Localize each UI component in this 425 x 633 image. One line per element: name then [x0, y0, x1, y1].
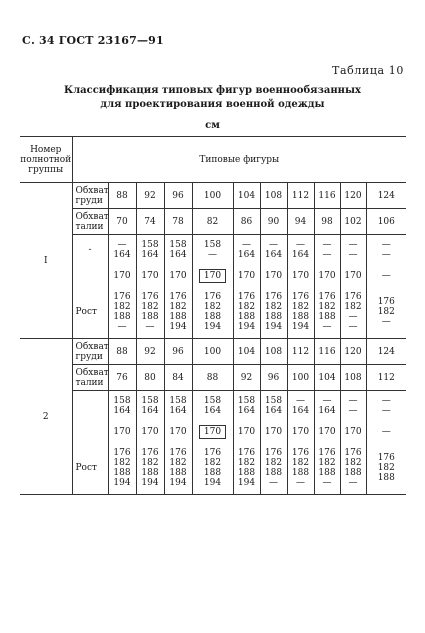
height-bottom-cell: [287, 443, 314, 495]
height-value: 188: [203, 312, 222, 323]
waist-value: 102: [340, 209, 366, 235]
height-value: 182: [344, 302, 362, 313]
height-value: 170: [113, 270, 131, 281]
height-value: —: [348, 405, 358, 416]
height-bottom-cell: [366, 287, 406, 339]
height-value: 188: [113, 468, 131, 479]
height-value: 164: [141, 249, 159, 260]
height-bottom-cell: [108, 443, 136, 495]
chest-value: 92: [136, 339, 164, 365]
height-top-cell: [260, 391, 287, 421]
table-number: Таблица 10: [332, 64, 404, 77]
waist-label: Обхват талии: [72, 209, 108, 235]
chest-value: 96: [164, 339, 192, 365]
height-top-cell: [108, 235, 136, 265]
height-value: 158: [169, 239, 187, 250]
group-number: I: [20, 183, 72, 339]
height-value: 176: [237, 292, 256, 303]
waist-value: 74: [136, 209, 164, 235]
height-mid-cell: [108, 421, 136, 443]
height-value: —: [322, 249, 332, 260]
height-value: 188: [264, 312, 283, 323]
height-value: —: [296, 395, 305, 406]
height-mid-cell: [287, 421, 314, 443]
chest-value: 104: [233, 339, 260, 365]
waist-value: 106: [366, 209, 406, 235]
boxed-height-value: 170: [199, 269, 226, 283]
dash-label: -: [88, 244, 92, 255]
height-value: 194: [113, 478, 131, 489]
height-top-cell: [340, 235, 366, 265]
table-body: [20, 137, 406, 495]
height-value: 170: [344, 426, 362, 437]
chest-value: 96: [164, 183, 192, 209]
height-top-cell: [366, 235, 406, 265]
height-value: 176: [169, 448, 187, 459]
height-value: 188: [344, 468, 362, 479]
height-value: 188: [264, 468, 283, 479]
height-mid-cell: [136, 421, 164, 443]
height-value: 170: [141, 270, 159, 281]
height-bottom-cell: [136, 287, 164, 339]
waist-row: [20, 365, 406, 391]
height-mid-cell: [366, 265, 406, 287]
height-mid-cell: [260, 265, 287, 287]
height-value: 170: [318, 426, 336, 437]
height-value: 170: [318, 270, 336, 281]
height-value: —: [348, 478, 358, 489]
height-mid-cell: [233, 421, 260, 443]
height-value: 182: [264, 302, 283, 313]
height-mid-row: [20, 265, 406, 287]
height-value: 176: [377, 453, 395, 464]
height-bottom-cell: [314, 287, 340, 339]
chest-value: 116: [314, 339, 340, 365]
height-value: 176: [113, 448, 131, 459]
height-bottom-cell: [192, 443, 233, 495]
height-bottom-cell: [233, 443, 260, 495]
height-value: 182: [237, 302, 256, 313]
height-value: 176: [344, 292, 362, 303]
height-value: 188: [169, 312, 187, 323]
height-value: 188: [318, 312, 336, 323]
height-value: 182: [318, 458, 336, 469]
height-value: 176: [291, 292, 310, 303]
height-bottom-cell: [340, 287, 366, 339]
height-value: 182: [291, 302, 310, 313]
chest-row: [20, 183, 406, 209]
height-value: 182: [113, 458, 131, 469]
height-value: —: [322, 395, 332, 406]
height-value: —: [348, 312, 358, 323]
height-top-cell: [314, 391, 340, 421]
height-value: 176: [264, 448, 283, 459]
waist-value: 70: [108, 209, 136, 235]
chest-value: 124: [366, 339, 406, 365]
height-bottom-cell: [366, 443, 406, 495]
height-value: —: [296, 478, 305, 489]
height-value: —: [348, 322, 358, 333]
chest-value: 112: [287, 339, 314, 365]
height-mid-row: [20, 421, 406, 443]
height-value: 170: [264, 270, 283, 281]
height-mid-cell: [314, 421, 340, 443]
height-bottom-cell: [260, 443, 287, 495]
height-top-cell: [314, 235, 340, 265]
height-value: 182: [264, 458, 283, 469]
waist-row: [20, 209, 406, 235]
group-number: 2: [20, 339, 72, 495]
height-value: 158: [113, 395, 131, 406]
height-value: —: [269, 239, 278, 250]
height-value: 164: [203, 405, 222, 416]
height-value: 182: [291, 458, 310, 469]
height-bottom-cell: [314, 443, 340, 495]
boxed-height-value: 170: [199, 425, 226, 439]
height-mid-cell: [314, 265, 340, 287]
title-line-2: для проектирования военной одежды: [100, 99, 325, 110]
height-value: —: [381, 239, 391, 250]
height-value: 182: [377, 307, 395, 318]
height-top-cell: [192, 391, 233, 421]
height-bottom-cell: [164, 443, 192, 495]
height-top-cell: [136, 235, 164, 265]
height-value: —: [322, 478, 332, 489]
height-mid-cell: [340, 265, 366, 287]
height-mid-cell: [192, 265, 233, 287]
height-value: 182: [237, 458, 256, 469]
waist-value: 98: [314, 209, 340, 235]
height-value: 182: [203, 302, 222, 313]
height-value: —: [208, 249, 217, 260]
height-value: 164: [169, 405, 187, 416]
height-mid-cell: [108, 265, 136, 287]
height-bottom-cell: [233, 287, 260, 339]
height-value: —: [242, 239, 251, 250]
waist-value: 100: [287, 365, 314, 391]
height-bottom-cell: [164, 287, 192, 339]
height-value: 194: [203, 478, 222, 489]
height-mid-cell: [192, 421, 233, 443]
height-value: 164: [237, 405, 256, 416]
height-value: —: [348, 239, 358, 250]
height-value: 164: [291, 249, 310, 260]
chest-value: 112: [287, 183, 314, 209]
height-value: 182: [318, 302, 336, 313]
waist-value: 78: [164, 209, 192, 235]
chest-value: 92: [136, 183, 164, 209]
chest-value: 100: [192, 339, 233, 365]
height-value: 182: [113, 302, 131, 313]
height-value: 170: [237, 426, 256, 437]
height-value: —: [348, 395, 358, 406]
chest-value: 116: [314, 183, 340, 209]
height-value: 188: [291, 468, 310, 479]
height-mid-cell: [340, 421, 366, 443]
height-top-cell: [340, 391, 366, 421]
chest-value: 108: [260, 339, 287, 365]
height-value: —: [269, 478, 278, 489]
height-value: 170: [237, 270, 256, 281]
height-value: 170: [264, 426, 283, 437]
height-value: 182: [141, 302, 159, 313]
height-value: 176: [264, 292, 283, 303]
height-value: 176: [169, 292, 187, 303]
height-bottom-cell: [340, 443, 366, 495]
height-value: 182: [377, 463, 395, 474]
height-mid-label-cell: [72, 265, 108, 287]
height-bottom-cell: [192, 287, 233, 339]
height-value: —: [348, 249, 358, 260]
height-mid-cell: [164, 265, 192, 287]
height-value: 164: [113, 405, 131, 416]
chest-value: 104: [233, 183, 260, 209]
height-value: —: [322, 239, 332, 250]
height-top-cell: [192, 235, 233, 265]
height-value: 170: [113, 426, 131, 437]
chest-value: 120: [340, 183, 366, 209]
height-value: 170: [141, 426, 159, 437]
height-value: 170: [169, 426, 187, 437]
height-value: 176: [113, 292, 131, 303]
height-top-cell: [233, 235, 260, 265]
height-value: 194: [141, 478, 159, 489]
height-top-cell: [287, 391, 314, 421]
height-mid-cell: [164, 421, 192, 443]
height-value: 170: [169, 270, 187, 281]
height-value: —: [381, 426, 391, 437]
height-value: 158: [141, 395, 159, 406]
height-top-label-cell: [72, 391, 108, 421]
height-value: 158: [203, 239, 222, 250]
height-top-cell: [108, 391, 136, 421]
height-mid-cell: [287, 265, 314, 287]
height-value: 158: [264, 395, 283, 406]
height-value: —: [381, 395, 391, 406]
height-value: 176: [203, 292, 222, 303]
height-top-cell: [136, 391, 164, 421]
height-bottom-cell: [136, 443, 164, 495]
height-mid-cell: [366, 421, 406, 443]
height-value: 158: [141, 239, 159, 250]
height-value: —: [117, 239, 127, 250]
height-value: 158: [237, 395, 256, 406]
chest-value: 88: [108, 339, 136, 365]
height-top-cell: [287, 235, 314, 265]
height-value: 158: [169, 395, 187, 406]
height-value: 170: [344, 270, 362, 281]
height-label: Рост: [72, 287, 108, 339]
height-value: 182: [141, 458, 159, 469]
height-value: 176: [377, 297, 395, 308]
chest-value: 88: [108, 183, 136, 209]
height-bottom-cell: [108, 287, 136, 339]
height-value: 176: [318, 292, 336, 303]
group-number-header: Номер полнотной группы: [20, 137, 72, 183]
waist-value: 92: [233, 365, 260, 391]
waist-value: 94: [287, 209, 314, 235]
typical-figures-header: Типовые фигуры: [72, 137, 406, 183]
waist-value: 96: [260, 365, 287, 391]
height-bottom-cell: [287, 287, 314, 339]
height-value: 164: [169, 249, 187, 260]
height-value: 182: [344, 458, 362, 469]
height-value: 188: [203, 468, 222, 479]
height-value: 176: [141, 448, 159, 459]
height-value: 164: [291, 405, 310, 416]
chest-value: 108: [260, 183, 287, 209]
height-value: 194: [169, 322, 187, 333]
height-top-cell: [233, 391, 260, 421]
waist-value: 76: [108, 365, 136, 391]
chest-value: 120: [340, 339, 366, 365]
chest-label: Обхват груди: [72, 339, 108, 365]
height-value: 188: [237, 312, 256, 323]
chest-value: 100: [192, 183, 233, 209]
height-value: 188: [377, 473, 395, 484]
height-value: 170: [291, 426, 310, 437]
figures-table: [20, 136, 406, 495]
height-value: 188: [169, 468, 187, 479]
height-mid-cell: [136, 265, 164, 287]
height-value: 188: [113, 312, 131, 323]
height-value: 176: [344, 448, 362, 459]
waist-value: 80: [136, 365, 164, 391]
height-top-cell: [164, 235, 192, 265]
height-value: 176: [237, 448, 256, 459]
page-header: С. 34 ГОСТ 23167—91: [22, 34, 164, 47]
height-bottom-row: [20, 287, 406, 339]
chest-label: Обхват груди: [72, 183, 108, 209]
height-value: 182: [169, 302, 187, 313]
height-value: 188: [141, 468, 159, 479]
height-value: 176: [141, 292, 159, 303]
height-value: —: [322, 322, 332, 333]
height-value: 164: [141, 405, 159, 416]
height-value: 164: [237, 249, 256, 260]
height-value: 188: [291, 312, 310, 323]
height-top-label-cell: [72, 235, 108, 265]
table-title: [0, 84, 425, 112]
height-value: —: [381, 317, 391, 328]
height-value: 164: [264, 249, 283, 260]
waist-value: 90: [260, 209, 287, 235]
height-label: Рост: [72, 443, 108, 495]
height-value: 194: [291, 322, 310, 333]
height-top-cell: [366, 391, 406, 421]
height-mid-cell: [260, 421, 287, 443]
header-row: [20, 137, 406, 183]
height-value: 182: [169, 458, 187, 469]
height-value: 194: [203, 322, 222, 333]
waist-value: 104: [314, 365, 340, 391]
height-value: 170: [291, 270, 310, 281]
height-bottom-row: [20, 443, 406, 495]
height-value: 194: [237, 478, 256, 489]
height-mid-cell: [233, 265, 260, 287]
height-mid-label-cell: [72, 421, 108, 443]
waist-value: 108: [340, 365, 366, 391]
waist-value: 86: [233, 209, 260, 235]
height-top-row: [20, 235, 406, 265]
height-top-cell: [164, 391, 192, 421]
chest-row: [20, 339, 406, 365]
height-value: —: [381, 249, 391, 260]
title-line-1: Классификация типовых фигур военнообязанных: [64, 85, 361, 96]
height-value: 164: [318, 405, 336, 416]
height-top-cell: [260, 235, 287, 265]
chest-value: 124: [366, 183, 406, 209]
waist-value: 84: [164, 365, 192, 391]
height-value: —: [381, 405, 391, 416]
height-value: 164: [264, 405, 283, 416]
height-bottom-cell: [260, 287, 287, 339]
height-value: 164: [113, 249, 131, 260]
waist-value: 88: [192, 365, 233, 391]
height-value: 188: [141, 312, 159, 323]
height-value: 194: [169, 478, 187, 489]
waist-value: 112: [366, 365, 406, 391]
height-value: 176: [318, 448, 336, 459]
height-value: 188: [318, 468, 336, 479]
waist-value: 82: [192, 209, 233, 235]
unit-label: см: [205, 120, 220, 131]
height-value: —: [145, 322, 155, 333]
height-value: —: [117, 322, 127, 333]
height-value: 194: [264, 322, 283, 333]
height-value: 194: [237, 322, 256, 333]
height-value: 182: [203, 458, 222, 469]
height-value: 188: [237, 468, 256, 479]
height-value: 176: [291, 448, 310, 459]
height-value: —: [381, 270, 391, 281]
waist-label: Обхват талии: [72, 365, 108, 391]
height-value: 158: [203, 395, 222, 406]
height-top-row: [20, 391, 406, 421]
height-value: —: [296, 239, 305, 250]
height-value: 176: [203, 448, 222, 459]
